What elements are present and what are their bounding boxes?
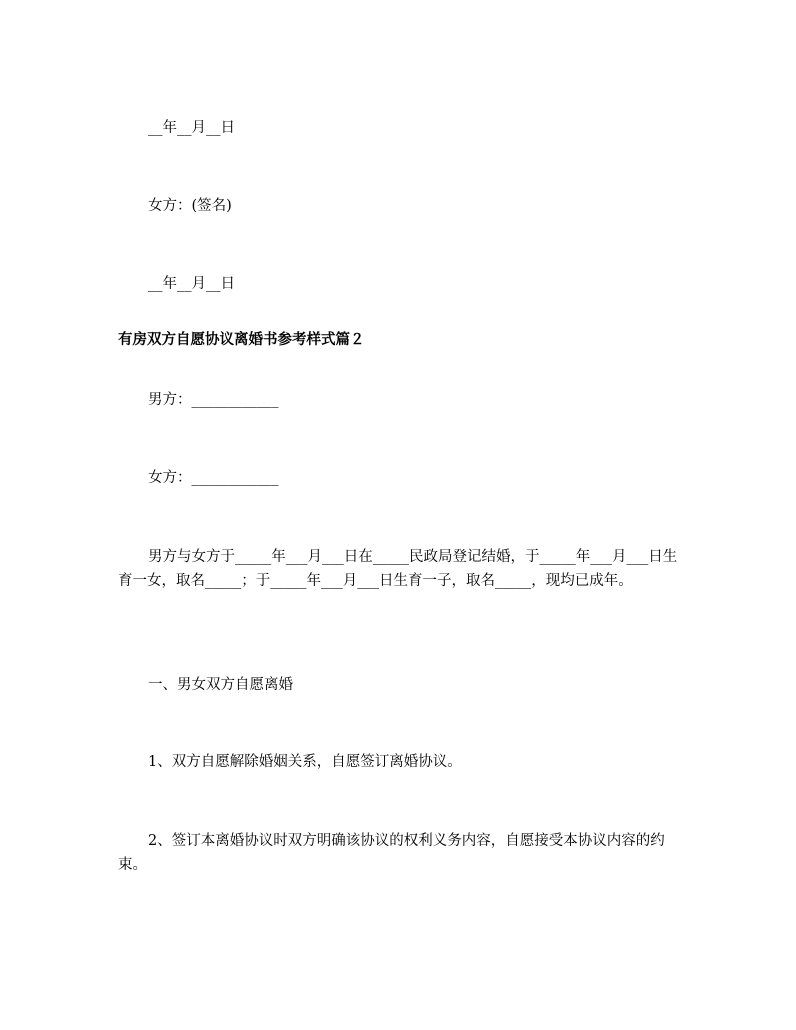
section-heading: 有房双方自愿协议离婚书参考样式篇２ [118, 331, 365, 348]
date-line: __年__月__日 [148, 120, 235, 136]
clause-item: 2、签订本离婚协议时双方明确该协议的权利义务内容，自愿接受本协议内容的约束。 [118, 833, 665, 873]
female-party-field: 女方：____________ [148, 470, 279, 486]
marriage-info-paragraph: 男方与女方于_____年___月___日在_____民政局登记结婚，于_____年___月___日生育一女，取名_____；于_____年___月___日生育一子，取名_____，现均已成年。 [118, 549, 678, 589]
section-title: 一、男女双方自愿离婚 [148, 677, 293, 693]
male-party-field: 男方：____________ [148, 392, 279, 408]
female-signature-line: 女方：(签名) [148, 198, 232, 214]
date-line: __年__月__日 [148, 276, 235, 292]
clause-item: 1、双方自愿解除婚姻关系，自愿签订离婚协议。 [148, 754, 462, 770]
